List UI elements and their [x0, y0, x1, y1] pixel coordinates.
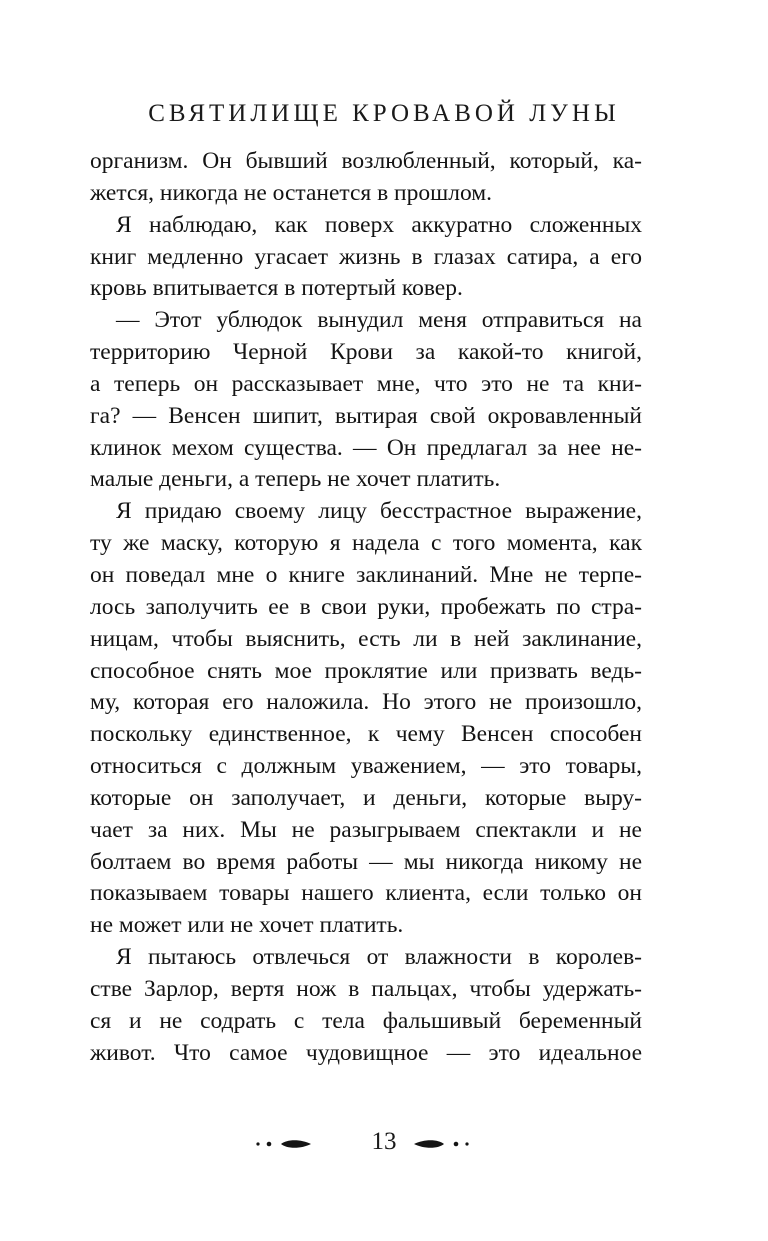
- text-line: относиться с должным уважением, — это товары,: [90, 753, 642, 780]
- text-line: которые он заполучает, и деньги, которые выру-: [90, 784, 642, 811]
- text-line: он поведал мне о книге заклинаний. Мне не терпе-: [90, 561, 642, 588]
- text-line: клинок мехом существа. — Он предлагал за нее не-: [90, 434, 642, 461]
- text-line: ту же маску, которую я надела с того момента, как: [90, 530, 642, 557]
- text-line: стве Зарлор, вертя нож в пальцах, чтобы удержать-: [90, 975, 642, 1002]
- page-number: 13: [371, 1128, 397, 1155]
- text-line: живот. Что самое чудовищное — это идеальное: [90, 1039, 642, 1066]
- right-ornament-icon: [410, 1136, 470, 1152]
- text-line: га? — Венсен шипит, вытирая свой окровавленный: [90, 402, 642, 429]
- text-line: Я наблюдаю, как поверх аккуратно сложенных: [116, 211, 642, 238]
- text-line: показываем товары нашего клиента, если только он: [90, 880, 642, 907]
- text-line: а теперь он рассказывает мне, что это не та кни-: [90, 370, 642, 397]
- text-line: му, которая его наложила. Но этого не произошло,: [90, 689, 642, 716]
- text-line: книг медленно угасает жизнь в глазах сатира, а его: [90, 243, 642, 270]
- text-line: чает за них. Мы не разыгрываем спектакли и не: [90, 816, 642, 843]
- text-line: поскольку единственное, к чему Венсен способен: [90, 721, 642, 748]
- text-line: болтаем во время работы — мы никогда никому не: [90, 848, 642, 875]
- text-line: — Этот ублюдок вынудил меня отправиться на: [116, 307, 642, 334]
- running-head: СВЯТИЛИЩЕ КРОВАВОЙ ЛУНЫ: [148, 100, 620, 127]
- text-line: не может или не хочет платить.: [90, 912, 404, 939]
- text-line: ся и не содрать с тела фальшивый беременный: [90, 1007, 642, 1034]
- text-line: лось заполучить ее в свои руки, пробежать по стра-: [90, 593, 642, 620]
- body-text: [90, 146, 642, 1069]
- text-line: кровь впитывается в потертый ковер.: [90, 275, 463, 302]
- text-line: территорию Черной Крови за какой-то книгой,: [90, 339, 642, 366]
- page-footer: [0, 1128, 768, 1168]
- text-line: Я пытаюсь отвлечься от влажности в королев-: [116, 944, 642, 971]
- text-line: малые деньги, а теперь не хочет платить.: [90, 466, 501, 493]
- text-line: жется, никогда не останется в прошлом.: [90, 179, 492, 206]
- text-line: ницам, чтобы выяснить, есть ли в ней заклинание,: [90, 625, 642, 652]
- text-line: способное снять мое проклятие или призвать ведь-: [90, 657, 642, 684]
- text-line: Я придаю своему лицу бесстрастное выражение,: [116, 498, 642, 525]
- text-line: организм. Он бывший возлюбленный, который, ка-: [90, 148, 642, 174]
